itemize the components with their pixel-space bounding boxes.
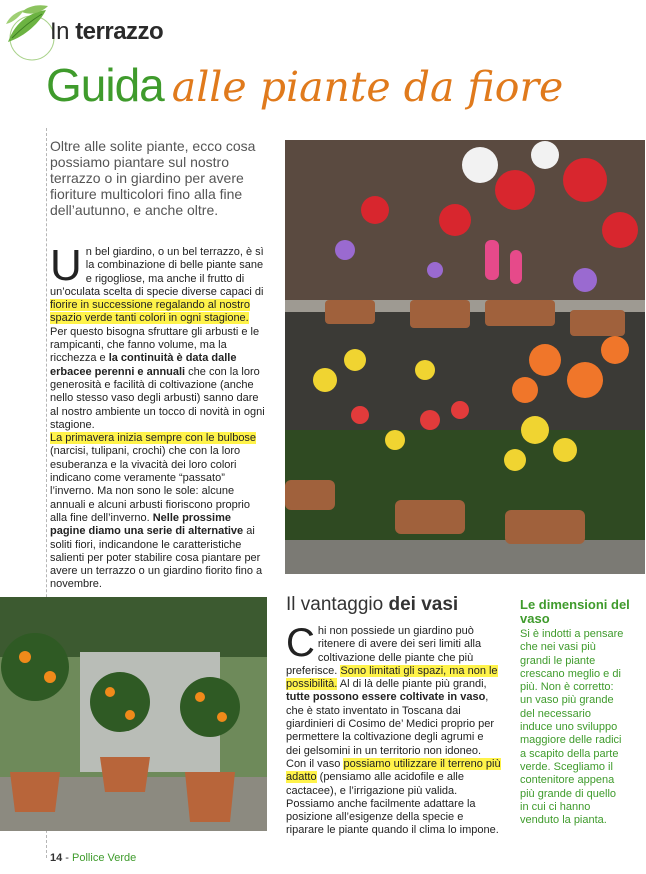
sidebar-title: Le dimensioni del vaso	[520, 597, 630, 626]
section-label	[50, 18, 163, 46]
bold-text: Nelle prossime pagine diamo una serie di alternative	[50, 511, 244, 538]
page-footer	[50, 852, 136, 864]
page-number: 14	[50, 852, 63, 864]
body-text: (pensiamo alle acidofile e alle cactacee), e l’irrigazione più valida. Possiamo anche facilmente adattare la posizione all’esigenze della specie e riparare le piante quando il clima lo impone.	[286, 771, 499, 837]
section-label-in: In	[50, 18, 70, 45]
body-text: (narcisi, tulipani, crochi) che con la loro esuberanza e la vivacità dei loro colori indicano come veramente “passato” l’inverno. Ma non sono le sole: alcune annuali e alcuni arbusti fioriscono proprio alla fine dell’inverno.	[50, 445, 250, 524]
body-text: Per questo bisogna sfruttare gli arbusti e le rampicanti, che fanno volume, ma la ricchezza e	[50, 325, 260, 365]
body-text: ai soliti fiori, indicandone le caratteristiche salienti per poter stabilire cosa piantare per avere un terrazzo o un giardino fiorito fino a novembre.	[50, 525, 263, 591]
body-text: n bel giardino, o un bel terrazzo, è sì la combinazione di belle piante sane e rigogliose, ma anche il frutto di un’oculata scelta di specie diverse capaci di	[50, 246, 264, 298]
title-part-1: Guida	[46, 59, 164, 111]
vasi-heading-bold: dei vasi	[388, 594, 459, 615]
vasi-heading-light: Il vantaggio	[286, 594, 384, 615]
magazine-name-1: Pollice	[72, 852, 108, 864]
highlight-text: fiorire in successione regalando al nostro spazio verde tanti colori in ogni stagione.	[50, 299, 250, 325]
page-title	[46, 58, 563, 112]
magazine-name-2: Verde	[107, 852, 137, 864]
flowers-photo	[285, 140, 645, 574]
body-text: hi non possiede un giardino può ritenere di avere dei seri limiti alla coltivazione delle piante che più preferisce.	[286, 625, 482, 677]
vasi-body	[286, 621, 501, 838]
dropcap: U	[50, 241, 82, 290]
body-text: Al di là delle piante più grandi,	[337, 678, 487, 691]
highlight-text: possiamo utilizzare il terreno più adatto	[286, 757, 501, 784]
highlight-text: Sono limitati gli spazi, ma non le possibilità.	[286, 664, 498, 691]
section-label-topic: terrazzo	[75, 18, 164, 45]
dropcap: C	[286, 621, 315, 665]
sidebar-body: Si è indotti a pensare che nei vasi più grandi le piante crescano meglio e di più. Non è corretto: un vaso più grande del necessario induce uno sviluppo maggiore delle radici a scapito della parte verde. Scegliamo il contenitore appena più grande di quello in cui ci hanno venduto la pianta.	[520, 628, 624, 827]
article-body-left	[50, 241, 268, 592]
footer-separator: -	[62, 852, 73, 864]
title-part-2: alle piante da fiore	[171, 63, 564, 111]
intro-text: Oltre alle solite piante, ecco cosa possiamo piantare sul nostro terrazzo o in giardino per avere fioriture multicolori fino alla fine dell’autunno, e anche oltre.	[50, 138, 256, 218]
bold-text: tutte possono essere coltivate in vaso	[286, 691, 486, 704]
highlight-text: La primavera inizia sempre con le bulbose	[50, 432, 257, 445]
citrus-plants-photo	[0, 597, 267, 831]
body-text: che con la loro generosità e facilità di coltivazione (anche nello stesso vaso degli arbusti) sanno dare al nostro ambiente un tocco di novità in ogni stagione.	[50, 365, 265, 431]
vasi-heading	[286, 594, 458, 616]
bold-text: la continuità è data dalle erbacee perenni e annuali	[50, 352, 237, 378]
body-text: , che è stato inventato in Toscana dai giardinieri di Cosimo de’ Medici proprio per permettere la coltivazione degli agrumi e dei gelsomini in un territorio non idoneo. Con il vaso	[286, 691, 495, 770]
